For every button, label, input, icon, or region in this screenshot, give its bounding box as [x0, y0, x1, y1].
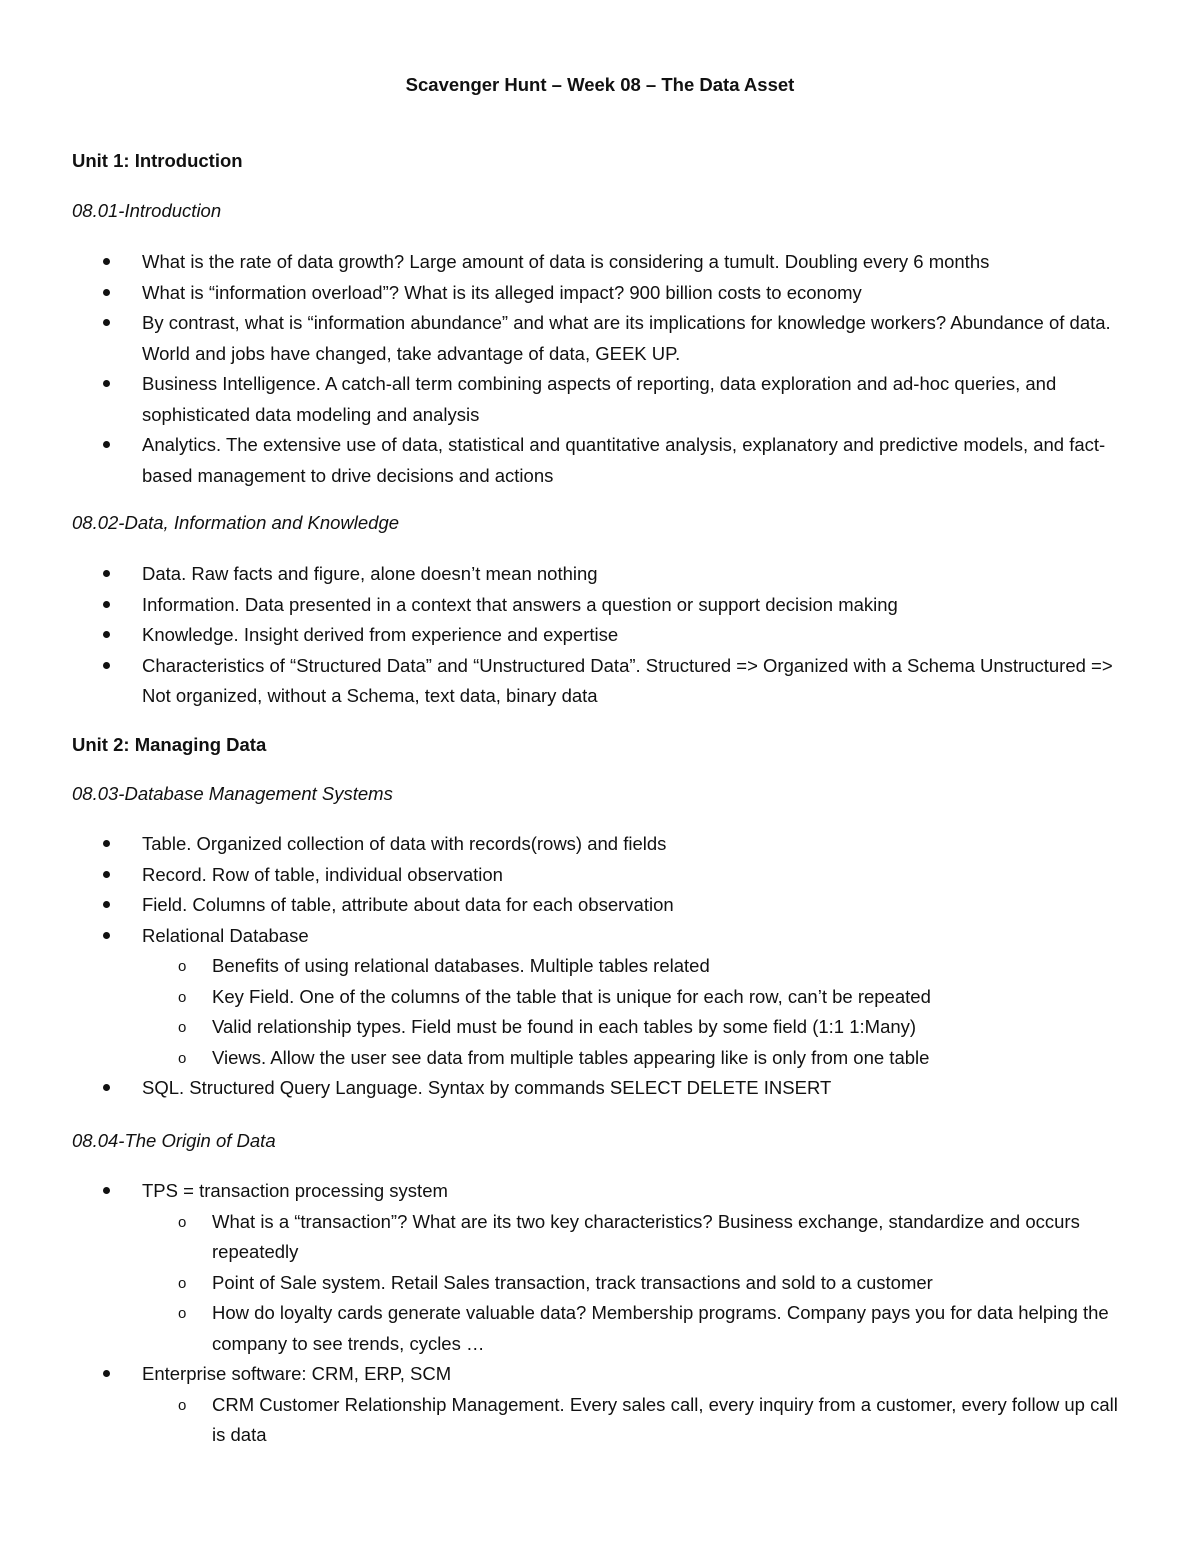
bullet-list	[0, 559, 1200, 712]
sub-bullet-item: o How do loyalty cards generate valuable data? Membership programs. Company pays you for data helping the company to see trends, cycles …	[142, 1298, 1127, 1359]
bullet-item	[0, 921, 1127, 1074]
unit-heading: Unit 2: Managing Data	[72, 734, 267, 755]
sub-bullet-item: o Valid relationship types. Field must be found in each tables by some field (1:1 1:Many)	[142, 1012, 1127, 1043]
unit-heading: Unit 1: Introduction	[72, 150, 243, 171]
sub-bullet-list	[142, 951, 1127, 1073]
section-heading: 08.03-Database Management Systems	[72, 783, 393, 804]
sub-bullet-list	[142, 1207, 1127, 1360]
bullet-item: Table. Organized collection of data with records(rows) and fields	[0, 829, 1127, 860]
bullet-item-text: Relational Database	[142, 924, 309, 946]
bullet-item-text: Enterprise software: CRM, ERP, SCM	[142, 1363, 452, 1384]
bullet-list	[0, 1176, 1200, 1451]
sub-bullet-item: o Benefits of using relational databases. Multiple tables related	[142, 951, 1127, 982]
sub-bullet-item: o Views. Allow the user see data from multiple tables appearing like is only from one table	[142, 1043, 1127, 1074]
bullet-item: SQL. Structured Query Language. Syntax by commands SELECT DELETE INSERT	[0, 1073, 1127, 1104]
sub-bullet-list	[142, 1390, 1127, 1451]
bullet-item: What is “information overload”? What is its alleged impact? 900 billion costs to economy	[0, 278, 1127, 309]
bullet-item: By contrast, what is “information abundance” and what are its implications for knowledge workers? Abundance of data. World and jobs have changed, take advantage of data, GEEK UP.	[0, 308, 1127, 369]
bullet-item: Business Intelligence. A catch-all term combining aspects of reporting, data exploration and ad-hoc queries, and sophisticated data modeling and analysis	[0, 369, 1127, 430]
bullet-item-text: TPS = transaction processing system	[142, 1180, 448, 1201]
bullet-item: What is the rate of data growth? Large amount of data is considering a tumult. Doubling every 6 months	[0, 247, 1127, 278]
sub-bullet-item: o Point of Sale system. Retail Sales transaction, track transactions and sold to a customer	[142, 1268, 1127, 1299]
bullet-item: Characteristics of “Structured Data” and “Unstructured Data”. Structured => Organized with a Schema Unstructured => Not organized, without a Schema, text data, binary data	[0, 651, 1127, 712]
bullet-item: Information. Data presented in a context that answers a question or support decision making	[0, 590, 1127, 621]
section-heading: 08.01-Introduction	[72, 200, 222, 221]
sub-bullet-item: o Key Field. One of the columns of the table that is unique for each row, can’t be repeated	[142, 982, 1127, 1013]
bullet-item: Field. Columns of table, attribute about data for each observation	[0, 890, 1127, 921]
bullet-item	[0, 1176, 1127, 1359]
section-heading: 08.02-Data, Information and Knowledge	[72, 512, 400, 533]
bullet-item: Record. Row of table, individual observation	[0, 860, 1127, 891]
sub-bullet-item: o What is a “transaction”? What are its two key characteristics? Business exchange, standardize and occurs repeatedly	[142, 1207, 1127, 1268]
bullet-list	[0, 829, 1200, 1104]
bullet-list	[0, 247, 1200, 491]
bullet-item	[0, 1359, 1127, 1451]
sub-bullet-item: o CRM Customer Relationship Management. Every sales call, every inquiry from a customer, every follow up call is data	[142, 1390, 1127, 1451]
section-heading: 08.04-The Origin of Data	[72, 1130, 276, 1151]
bullet-item: Data. Raw facts and figure, alone doesn’t mean nothing	[0, 559, 1127, 590]
document-title: Scavenger Hunt – Week 08 – The Data Asset	[405, 74, 795, 95]
bullet-item: Analytics. The extensive use of data, statistical and quantitative analysis, explanatory and predictive models, and fact-based management to drive decisions and actions	[0, 430, 1127, 491]
bullet-item: Knowledge. Insight derived from experience and expertise	[0, 620, 1127, 651]
